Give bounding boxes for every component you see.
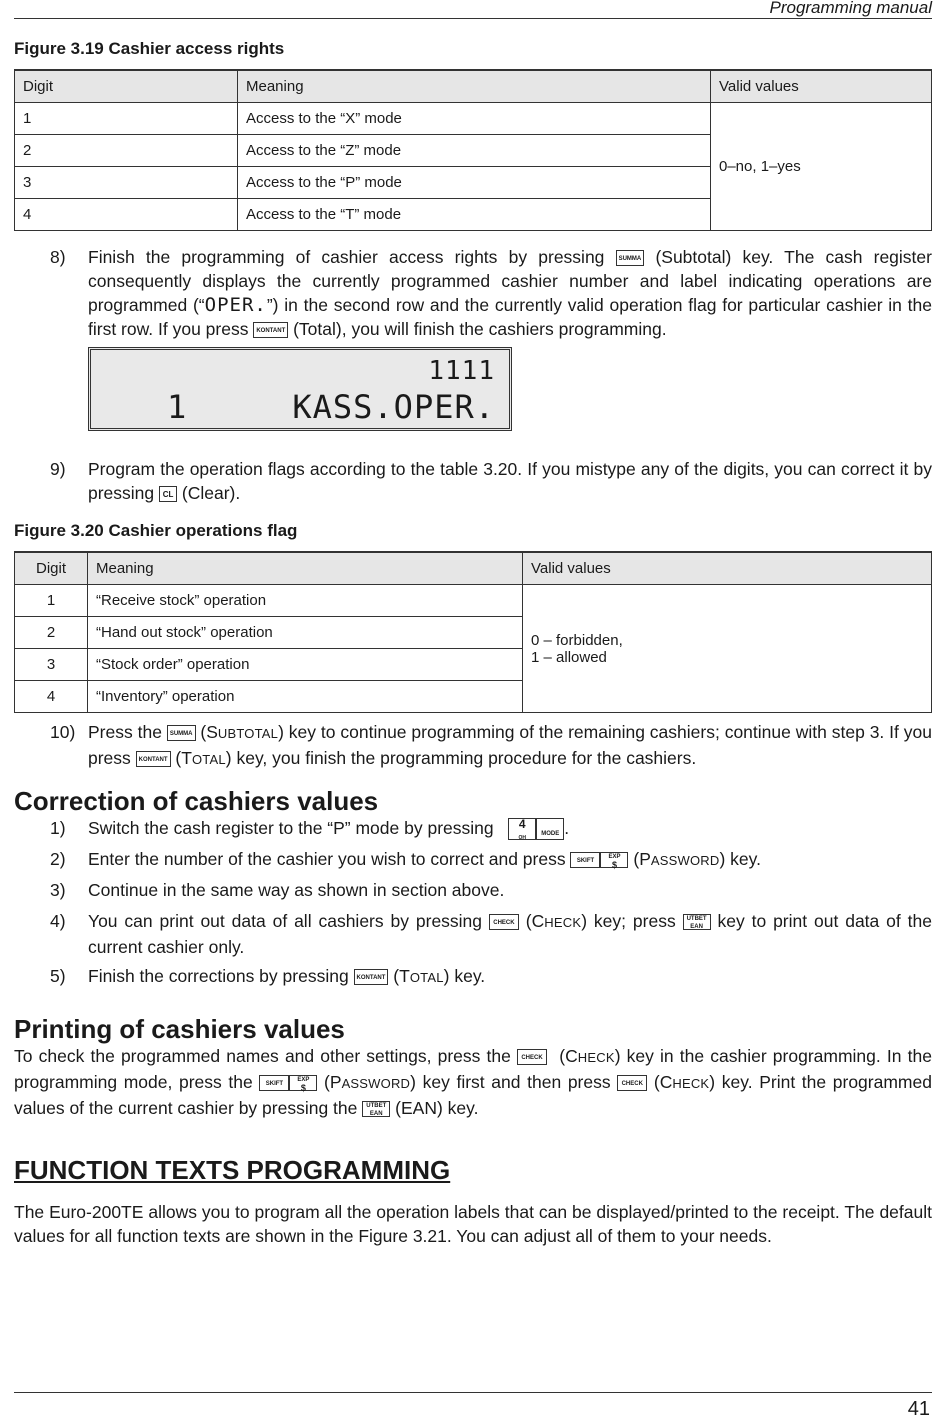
step-text-part: (Subtotal) key. The cash register consequently displays the currently programmed cashier number and label indicating operations are programmed (“ — [88, 247, 932, 315]
figure-3-20-title: Figure 3.20 Cashier operations flag — [14, 521, 298, 540]
step-10 — [14, 720, 932, 772]
paragraph-part: key first and then press — [422, 1072, 611, 1092]
cell-digit: 1 — [15, 585, 88, 617]
table-header-row — [15, 552, 932, 585]
step-text: You can print out data of all cashiers by pressing CHECK (CHECK) key; press UTBET EAN key to print out data of the current cashier only. — [88, 911, 932, 957]
cell-meaning: Access to the “Z” mode — [238, 135, 711, 167]
cell-digit: 1 — [15, 103, 238, 135]
cell-valid-values: 0–no, 1–yes — [711, 103, 932, 231]
step-text-part: key; press — [593, 911, 676, 931]
step-text-part: (Total), you will finish the cashiers programming. — [293, 319, 667, 339]
step-text-part: key to continue programming of the remaining cashiers; continue with step 3. If you press — [88, 722, 932, 768]
cell-digit: 2 — [15, 617, 88, 649]
figure-3-20-table — [14, 551, 932, 713]
col-digit: Digit — [15, 552, 88, 585]
kontant-key-icon: KONTANT — [136, 751, 171, 767]
smallcaps-initial: C — [531, 911, 545, 931]
kontant-key-icon: KONTANT — [253, 322, 288, 338]
paragraph-part: To check the programmed names and other settings, press the — [14, 1046, 511, 1066]
smallcaps-initial: P — [329, 1072, 342, 1092]
smallcaps-rest: HECK — [577, 1050, 615, 1065]
key-oh-label: OH — [518, 835, 526, 842]
lcd-row-2-cashier: 1 — [167, 388, 187, 426]
table-row — [15, 103, 932, 135]
cell-digit: 4 — [15, 681, 88, 713]
table-header-row — [15, 70, 932, 103]
skift-key-icon: SKIFT — [570, 852, 600, 868]
step-number: 4) — [50, 911, 66, 931]
table-row — [15, 585, 932, 617]
summa-key-icon: SUMMA — [616, 250, 645, 266]
correction-step-2 — [14, 847, 932, 873]
valid-value-line: 0 – forbidden, — [531, 631, 623, 649]
smallcaps-initial: C — [659, 1072, 673, 1092]
col-digit: Digit — [15, 70, 238, 103]
utbet-ean-key-icon — [683, 914, 711, 930]
step-text-part: Switch the cash register to the “P” mode by pressing — [88, 818, 494, 838]
kontant-key-icon: KONTANT — [354, 969, 389, 985]
col-valid-values: Valid values — [523, 552, 932, 585]
lcd-row-1: 1111 — [428, 356, 495, 386]
exp-key-icon — [600, 852, 628, 871]
step-text-part: You can print out data of all cashiers by pressing — [88, 911, 483, 931]
paragraph-part: (EAN) key. — [395, 1098, 479, 1118]
cell-meaning: “Receive stock” operation — [88, 585, 523, 617]
check-key-icon: CHECK — [517, 1049, 547, 1065]
step-text-part: key to print out data of the current cashier only. — [88, 911, 932, 957]
correction-step-4 — [14, 909, 932, 959]
skift-key-icon: SKIFT — [259, 1075, 289, 1091]
exp-key-label: EXP — [608, 854, 621, 861]
step-text: Finish the corrections by pressing KONTANT (TOTAL) key. — [88, 966, 486, 986]
key-4-label: 4 — [518, 817, 526, 832]
step-number: 9) — [50, 459, 66, 479]
step-text-part: Press the — [88, 722, 162, 742]
step-text-part: key. — [454, 966, 486, 986]
page-number: 41 — [907, 1398, 930, 1420]
smallcaps-rest: OTAL — [409, 970, 444, 985]
step-number: 10) — [50, 722, 76, 742]
ean-key-label: EAN — [369, 1111, 383, 1118]
lcd-display — [88, 347, 512, 431]
printing-heading: Printing of cashiers values — [14, 1014, 345, 1044]
cell-meaning: Access to the “X” mode — [238, 103, 711, 135]
cell-meaning: Access to the “P” mode — [238, 167, 711, 199]
smallcaps-initial: S — [206, 722, 218, 742]
valid-value-line: 1 – allowed — [531, 648, 607, 666]
cell-digit: 3 — [15, 167, 238, 199]
cell-valid-values — [523, 585, 932, 713]
smallcaps-initial: P — [639, 849, 651, 869]
step-text-part: key, you finish the programming procedure for the cashiers. — [236, 748, 697, 768]
cell-digit: 3 — [15, 649, 88, 681]
step-number: 8) — [50, 247, 66, 267]
correction-step-3 — [14, 878, 932, 902]
mode-key-icon: MODE — [536, 818, 564, 840]
step-text: Continue in the same way as shown in section above. — [88, 880, 505, 900]
function-texts-heading: FUNCTION TEXTS PROGRAMMING — [14, 1155, 451, 1185]
function-texts-paragraph: The Euro-200TE allows you to program all the operation labels that can be displayed/printed to the receipt. The default values for all function texts are shown in the Figure 3.21. You can adjust all of them to your needs. — [14, 1202, 932, 1246]
cell-digit: 4 — [15, 199, 238, 231]
col-meaning: Meaning — [88, 552, 523, 585]
step-text — [88, 245, 932, 341]
smallcaps-rest: OTAL — [191, 752, 226, 767]
printing-paragraph: To check the programmed names and other settings, press the CHECK (CHECK) key in the cashier programming. In the programming mode, press the SKIFTEXP $ (PASSWORD) key first and then press CHECK (CHECK) key. Print the programmed values of the current cashier by pressing the UTBET EAN (EAN) key. — [14, 1046, 932, 1118]
utbet-ean-key-icon — [362, 1101, 390, 1117]
smallcaps-initial: T — [399, 966, 410, 986]
step-number: 2) — [50, 849, 66, 869]
smallcaps-rest: UBTOTAL — [217, 726, 279, 741]
cell-meaning: Access to the “T” mode — [238, 199, 711, 231]
cell-meaning: “Hand out stock” operation — [88, 617, 523, 649]
smallcaps-initial: C — [565, 1046, 578, 1066]
col-meaning: Meaning — [238, 70, 711, 103]
utbet-key-label: UTBET — [686, 916, 707, 923]
step-text-part: Enter the number of the cashier you wish to correct and press — [88, 849, 566, 869]
step-text-part: Finish the corrections by pressing — [88, 966, 349, 986]
figure-3-19-title: Figure 3.19 Cashier access rights — [14, 39, 285, 58]
smallcaps-rest: ASSWORD — [650, 853, 720, 868]
key-4-icon — [508, 818, 536, 840]
dollar-key-label: $ — [611, 860, 617, 871]
summa-key-icon: SUMMA — [167, 725, 196, 741]
step-text: Enter the number of the cashier you wish to correct and press SKIFTEXP $ (PASSWORD) key. — [88, 849, 761, 871]
step-text-part: (Clear). — [181, 483, 241, 503]
cell-meaning: “Inventory” operation — [88, 681, 523, 713]
smallcaps-initial: T — [181, 748, 192, 768]
correction-step-5 — [14, 964, 932, 990]
figure-3-19-table — [14, 69, 932, 231]
utbet-key-label: UTBET — [366, 1103, 387, 1110]
lcd-row-2-label: KASS.OPER. — [292, 388, 495, 426]
correction-step-1 — [14, 816, 932, 840]
step-8 — [14, 245, 932, 341]
exp-key-icon — [289, 1075, 317, 1094]
step-number: 1) — [50, 818, 66, 838]
oper-label: OPER. — [204, 294, 267, 316]
check-key-icon: CHECK — [617, 1075, 647, 1091]
cell-digit: 2 — [15, 135, 238, 167]
step-number: 5) — [50, 966, 66, 986]
clear-key-icon: CL — [159, 486, 177, 502]
step-text: Switch the cash register to the “P” mode by pressing 4 OHMODE . — [88, 817, 570, 842]
smallcaps-rest: ASSWORD — [341, 1076, 411, 1091]
step-text-part: ”) in the second row and the currently valid operation flag for particular cashier in the first row. If you press — [88, 295, 932, 339]
step-text — [88, 457, 932, 505]
exp-key-label: EXP — [297, 1077, 310, 1084]
smallcaps-rest: HECK — [672, 1076, 710, 1091]
step-text-part: Program the operation flags according to the table 3.20. If you mistype any of the digits, you can correct it by pressing — [88, 459, 932, 503]
step-9 — [14, 457, 932, 505]
step-number: 3) — [50, 880, 66, 900]
footer-rule — [14, 1392, 932, 1393]
header-title: Programming manual — [769, 0, 932, 17]
header-rule — [14, 18, 932, 19]
ean-key-label: EAN — [690, 924, 703, 931]
correction-heading: Correction of cashiers values — [14, 786, 379, 816]
paragraph-part: key in the cashier programming. In the programming mode, press the — [14, 1046, 932, 1092]
step-text: Press the SUMMA (SUBTOTAL) key to continue programming of the remaining cashiers; continue with step 3. If you press KONTANT (TOTAL) key, you finish the programming procedure for the cashiers. — [88, 722, 932, 768]
paragraph-part: key. Print the programmed values of the current cashier by pressing the — [14, 1072, 932, 1118]
step-text-part: key. — [730, 849, 761, 869]
col-valid-values: Valid values — [711, 70, 932, 103]
step-text-part: Finish the programming of cashier access rights by pressing — [88, 247, 605, 267]
check-key-icon: CHECK — [489, 914, 519, 930]
dollar-key-label: $ — [300, 1083, 306, 1094]
smallcaps-rest: HECK — [544, 915, 582, 930]
cell-meaning: “Stock order” operation — [88, 649, 523, 681]
